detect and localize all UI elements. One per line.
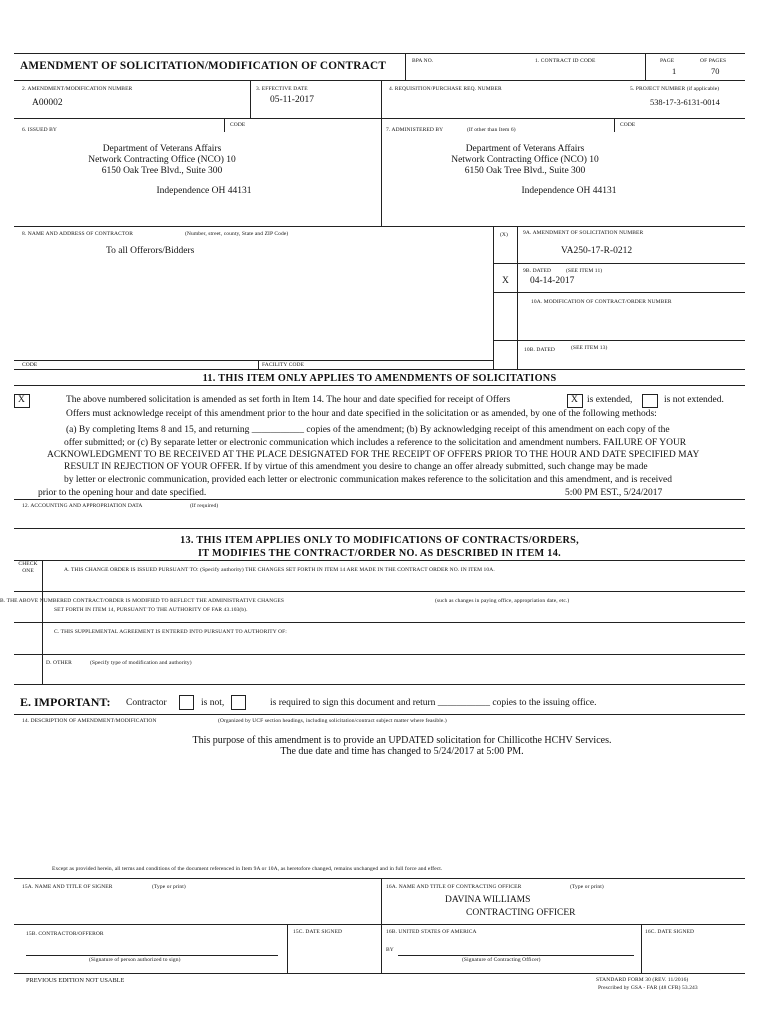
contracting-officer-label: 16A. NAME AND TITLE OF CONTRACTING OFFICER bbox=[386, 884, 522, 890]
option-d-text: D. OTHER bbox=[46, 660, 72, 666]
divider bbox=[14, 226, 745, 227]
signer-label: 15A. NAME AND TITLE OF SIGNER bbox=[22, 884, 113, 890]
effective-date-value: 05-11-2017 bbox=[270, 95, 314, 105]
administered-by-label: 7. ADMINISTERED BY bbox=[386, 127, 444, 133]
administered-by-code-label: CODE bbox=[620, 122, 636, 128]
dated-10b-label: 10B. DATED bbox=[524, 347, 555, 353]
administered-by-note: (If other than Item 6) bbox=[467, 127, 516, 133]
effective-date-label: 3. EFFECTIVE DATE bbox=[256, 86, 308, 92]
divider bbox=[250, 80, 251, 118]
modification-number-label: 10A. MODIFICATION OF CONTRACT/ORDER NUMBER bbox=[531, 299, 672, 305]
divider bbox=[493, 226, 494, 369]
section-11-line2: Offers must acknowledge receipt of this amendment prior to the hour and date specified in the solicitation or as amended, by one of the following methods: bbox=[66, 409, 657, 419]
dated-9b-label: 9B. DATED bbox=[523, 268, 552, 274]
prescribed-by: Prescribed by GSA - FAR (48 CFR) 53.243 bbox=[598, 985, 698, 991]
project-number-value: 538-17-3-6131-0014 bbox=[650, 98, 720, 107]
bottom-border bbox=[14, 973, 745, 974]
divider bbox=[14, 560, 745, 561]
divider bbox=[14, 654, 745, 655]
administered-by-address bbox=[403, 144, 647, 177]
offer-deadline: 5:00 PM EST., 5/24/2017 bbox=[565, 488, 663, 498]
accounting-note: (If required) bbox=[190, 503, 219, 509]
contractor-signature-caption: (Signature of person authorized to sign) bbox=[89, 957, 181, 963]
section-11-line6: RESULT IN REJECTION OF YOUR OFFER. If by virtue of this amendment you desire to change an offer already submitted, such change may be made bbox=[64, 462, 648, 472]
contractor-note: (Number, street, county, State and ZIP Code) bbox=[185, 231, 289, 237]
section-13-title-2: IT MODIFIES THE CONTRACT/ORDER NO. AS DESCRIBED IN ITEM 14. bbox=[198, 548, 561, 559]
date-signed-16c: 16C. DATE SIGNED bbox=[645, 929, 695, 935]
option-c-text: C. THIS SUPPLEMENTAL AGREEMENT IS ENTERED INTO PURSUANT TO AUTHORITY OF: bbox=[54, 629, 287, 635]
divider bbox=[14, 80, 745, 81]
issued-by-label: 6. ISSUED BY bbox=[22, 127, 57, 133]
check-one-word: CHECK bbox=[18, 561, 38, 567]
accounting-label: 12. ACCOUNTING AND APPROPRIATION DATA bbox=[22, 503, 143, 509]
administered-by-line: Department of Veterans Affairs bbox=[465, 144, 585, 154]
of-pages-value: 70 bbox=[711, 67, 720, 76]
not-extended-checkbox[interactable] bbox=[642, 394, 658, 408]
issued-by-address bbox=[40, 144, 284, 177]
except-text: Except as provided herein, all terms and conditions of the document referenced in Item 9A or 10A, as heretofore changed, remains unchanged and in full force and effect. bbox=[52, 866, 443, 872]
contractor-signature-line[interactable] bbox=[26, 955, 278, 956]
contractor-offeror-label: 15B. CONTRACTOR/OFFEROR bbox=[26, 931, 104, 937]
check-one-label bbox=[14, 561, 42, 575]
divider bbox=[287, 924, 288, 973]
section-11-line5: ACKNOWLEDGMENT TO BE RECEIVED AT THE PLACE DESIGNATED FOR THE RECEIPT OF OFFERS PRIOR TO THE HOUR AND DATE SPECIFIED MAY bbox=[47, 450, 700, 460]
option-a-text: A. THIS CHANGE ORDER IS ISSUED PURSUANT TO: (Specify authority) THE CHANGES SET FORTH IN ITEM 14 ARE MADE IN THE CONTRACT ORDER NO. IN ITEM 10A. bbox=[64, 567, 495, 573]
divider bbox=[14, 385, 745, 386]
amendment-number-label: 2. AMENDMENT/MODIFICATION NUMBER bbox=[22, 86, 133, 92]
description-line-1: This purpose of this amendment is to provide an UPDATED solicitation for Chillicothe HCHV Services. bbox=[192, 735, 612, 746]
section-11-title: 11. THIS ITEM ONLY APPLIES TO AMENDMENTS OF SOLICITATIONS bbox=[202, 373, 557, 384]
administered-by-line: Network Contracting Office (NCO) 10 bbox=[451, 155, 599, 165]
facility-code-label: FACILITY CODE bbox=[262, 362, 305, 368]
amendment-number-value: A00002 bbox=[32, 98, 63, 108]
usa-label: 16B. UNITED STATES OF AMERICA bbox=[386, 929, 477, 935]
form-title: AMENDMENT OF SOLICITATION/MODIFICATION OF CONTRACT bbox=[20, 60, 387, 72]
page-value: 1 bbox=[672, 67, 677, 76]
extended-check-mark: X bbox=[571, 395, 578, 405]
option-b-note: (such as changes in paying office, appropriation date, etc.) bbox=[435, 598, 570, 604]
option-b-text-2: SET FORTH IN ITEM 14, PURSUANT TO THE AUTHORITY OF FAR 43.103(b). bbox=[54, 607, 248, 613]
section-11-line8: prior to the opening hour and date specified. bbox=[38, 488, 207, 498]
issued-by-line: 6150 Oak Tree Blvd., Suite 300 bbox=[101, 166, 223, 176]
form-number: STANDARD FORM 30 (REV. 11/2016) bbox=[596, 977, 689, 983]
option-b-text-1: B. THE ABOVE NUMBERED CONTRACT/ORDER IS MODIFIED TO REFLECT THE ADMINISTRATIVE CHANGES bbox=[0, 598, 285, 604]
divider bbox=[641, 924, 642, 973]
contracting-officer-name: DAVINA WILLIAMS bbox=[445, 895, 531, 905]
extended-label: is extended, bbox=[587, 395, 633, 405]
top-border bbox=[14, 53, 745, 54]
dated-9b-value: 04-14-2017 bbox=[530, 276, 575, 286]
description-note: (Organized by UCF section headings, including solicitation/contract subject matter where feasible.) bbox=[218, 718, 447, 724]
divider bbox=[258, 360, 259, 369]
contractor-code-label: CODE bbox=[22, 362, 38, 368]
contractor-value: To all Offerors/Bidders bbox=[106, 246, 195, 256]
option-d-note: (Specify type of modification and authority) bbox=[90, 660, 192, 666]
date-signed-15c: 15C. DATE SIGNED bbox=[293, 929, 343, 935]
description-line-2: The due date and time has changed to 5/24/2017 at 5:00 PM. bbox=[280, 746, 524, 757]
divider bbox=[493, 292, 745, 293]
officer-signature-line[interactable] bbox=[398, 955, 634, 956]
divider bbox=[14, 622, 745, 623]
requisition-label: 4. REQUISITION/PURCHASE REQ. NUMBER bbox=[389, 86, 502, 92]
divider bbox=[14, 878, 745, 879]
contractor-label: 8. NAME AND ADDRESS OF CONTRACTOR bbox=[22, 231, 134, 237]
contractor-is-not-checkbox[interactable] bbox=[231, 695, 246, 710]
divider bbox=[14, 118, 745, 119]
signer-note: (Type or print) bbox=[152, 884, 186, 890]
by-label: BY bbox=[386, 947, 394, 953]
divider bbox=[645, 53, 646, 80]
important-label: E. IMPORTANT: bbox=[20, 695, 111, 709]
amendment-solicitation-label: 9A. AMENDMENT OF SOLICITATION NUMBER bbox=[523, 230, 644, 236]
page-label: PAGE bbox=[660, 58, 675, 64]
divider bbox=[381, 878, 382, 973]
administered-by-line: 6150 Oak Tree Blvd., Suite 300 bbox=[464, 166, 586, 176]
divider bbox=[493, 263, 745, 264]
divider bbox=[493, 340, 745, 341]
section-11-line7: by letter or electronic communication, provided each letter or electronic communication makes reference to the solicitation and this amendment, and is received bbox=[64, 475, 673, 485]
divider bbox=[224, 118, 225, 132]
section-11-line3: (a) By completing Items 8 and 15, and returning ___________ copies of the amendment; (b) By acknowledging receipt of this amendment on each copy of the bbox=[66, 425, 670, 435]
description-label: 14. DESCRIPTION OF AMENDMENT/MODIFICATION bbox=[22, 718, 157, 724]
issued-by-line: Department of Veterans Affairs bbox=[102, 144, 222, 154]
contract-id-label: 1. CONTRACT ID CODE bbox=[535, 58, 596, 64]
previous-edition-note: PREVIOUS EDITION NOT USABLE bbox=[26, 977, 125, 984]
important-is-not: is not, bbox=[201, 698, 225, 708]
dated-9b-note: (SEE ITEM 11) bbox=[566, 268, 603, 274]
section-11-line1: The above numbered solicitation is amended as set forth in Item 14. The hour and date specified for receipt of Offers bbox=[66, 395, 511, 405]
divider bbox=[517, 226, 518, 369]
bpa-label: BPA NO. bbox=[412, 58, 434, 64]
section-11-line4: offer submitted; or (c) By separate letter or electronic communication which includes a reference to the solicitation and amendment numbers. FAILURE OF YOUR bbox=[64, 438, 687, 448]
section-11-check-mark: X bbox=[18, 395, 25, 405]
amendment-solicitation-value: VA250-17-R-0212 bbox=[561, 246, 633, 256]
project-number-label: 5. PROJECT NUMBER (if applicable) bbox=[630, 86, 720, 92]
divider bbox=[14, 924, 745, 925]
important-contractor: Contractor bbox=[126, 698, 167, 708]
section-13-title-1: 13. THIS ITEM APPLIES ONLY TO MODIFICATIONS OF CONTRACTS/ORDERS, bbox=[180, 535, 579, 546]
contracting-officer-note: (Type or print) bbox=[570, 884, 604, 890]
divider bbox=[14, 528, 745, 529]
divider bbox=[14, 684, 745, 685]
issued-by-city: Independence OH 44131 bbox=[156, 186, 252, 196]
divider bbox=[14, 499, 745, 500]
issued-by-code-label: CODE bbox=[230, 122, 246, 128]
dated-10b-note: (SEE ITEM 13) bbox=[571, 345, 608, 351]
divider bbox=[14, 591, 745, 592]
divider bbox=[14, 714, 745, 715]
of-pages-label: OF PAGES bbox=[700, 58, 727, 64]
administered-by-city: Independence OH 44131 bbox=[521, 186, 617, 196]
contractor-is-checkbox[interactable] bbox=[179, 695, 194, 710]
check-one-word: ONE bbox=[22, 568, 34, 574]
x-column-label: (X) bbox=[500, 232, 508, 238]
divider bbox=[14, 369, 745, 370]
not-extended-label: is not extended. bbox=[664, 395, 724, 405]
divider bbox=[381, 80, 382, 226]
officer-signature-caption: (Signature of Contracting Officer) bbox=[462, 957, 541, 963]
issued-by-line: Network Contracting Office (NCO) 10 bbox=[88, 155, 236, 165]
divider bbox=[14, 360, 493, 361]
contracting-officer-title: CONTRACTING OFFICER bbox=[466, 908, 576, 918]
important-tail: is required to sign this document and return ___________ copies to the issuing office. bbox=[270, 698, 597, 708]
item-9-check[interactable]: X bbox=[502, 276, 509, 286]
divider bbox=[405, 53, 406, 80]
divider bbox=[614, 118, 615, 132]
